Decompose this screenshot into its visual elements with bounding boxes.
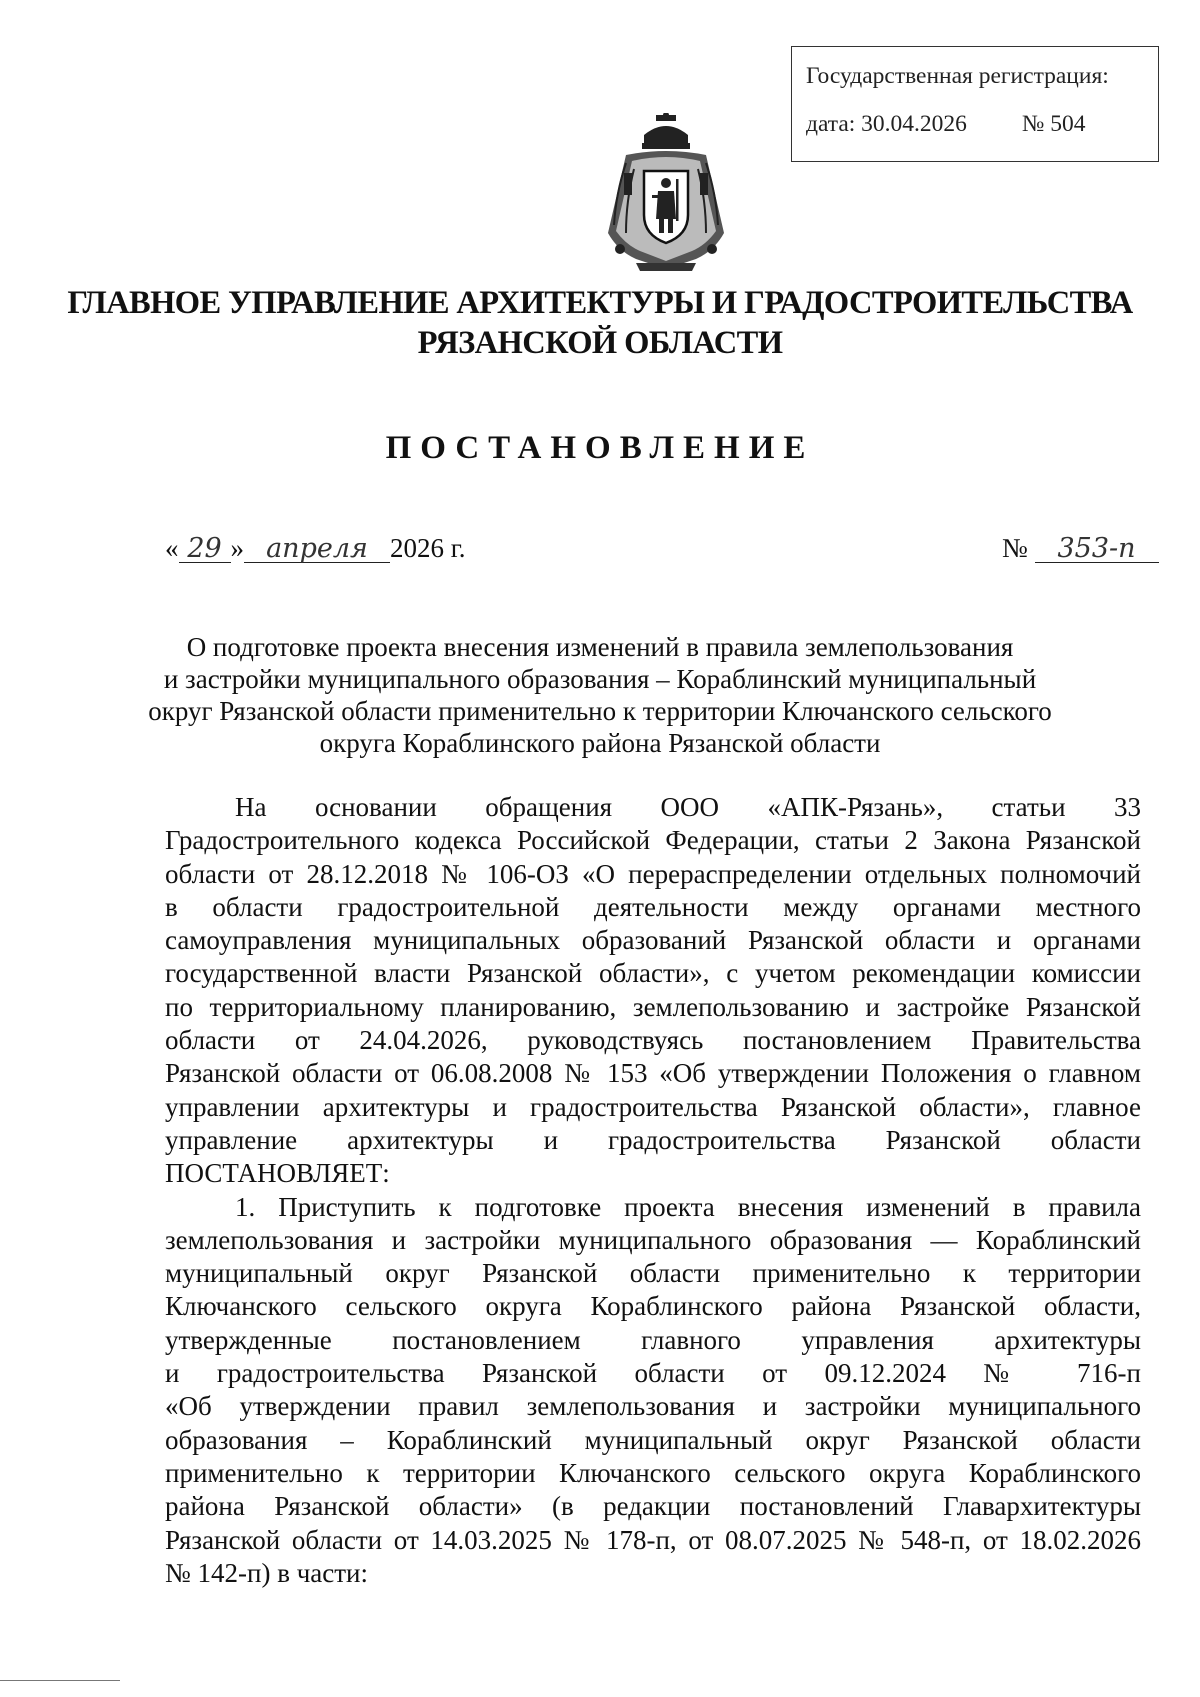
coat-of-arms-emblem [596, 113, 736, 275]
body-line: области от 28.12.2018 № 106-ОЗ «О перераспределении отдельных полномочий [165, 858, 1141, 889]
organization-name-line2: РЯЗАНСКОЙ ОБЛАСТИ [417, 325, 783, 361]
body-line: в области градостроительной деятельности между органами местного [165, 891, 1141, 922]
date-year: 2026 г. [390, 533, 466, 563]
date-quote-close: » [230, 533, 244, 563]
registration-stamp [791, 46, 1159, 162]
number-value-handwritten: 353-п [1035, 535, 1159, 563]
registration-number: № 504 [1021, 110, 1086, 137]
body-line: «Об утверждении правил землепользования и застройки муниципального [165, 1391, 1141, 1422]
body-line: Градостроительного кодекса Российской Федерации, статьи 2 Закона Рязанской [165, 825, 1141, 856]
body-line: № 142-п) в части: [165, 1557, 368, 1588]
body-line: управление архитектуры и градостроительства Рязанской области [165, 1124, 1141, 1155]
date-day-handwritten: 29 [179, 535, 231, 563]
subject-line: и застройки муниципального образования – Кораблинский муниципальный [163, 664, 1037, 694]
document-type-title: ПОСТАНОВЛЕНИЕ [385, 430, 815, 466]
document-body [165, 791, 1141, 1590]
body-line: самоуправления муниципальных образований Рязанской области и органами [165, 925, 1141, 956]
body-line-item-1: 1. Приступить к подготовке проекта внесения изменений в правила [235, 1191, 1141, 1222]
number-prefix: № [1002, 533, 1028, 563]
body-line: государственной власти Рязанской области», с учетом рекомендации комиссии [165, 958, 1141, 989]
registration-details [806, 110, 1158, 137]
body-line: утвержденные постановлением главного управления архитектуры [165, 1324, 1141, 1355]
body-line-resolves: ПОСТАНОВЛЯЕТ: [165, 1158, 390, 1189]
body-line: по территориальному планированию, землепользованию и застройке Рязанской [165, 991, 1141, 1022]
registration-heading: Государственная регистрация: [806, 63, 1109, 89]
document-number [1002, 535, 1159, 563]
document-date [165, 535, 466, 563]
body-line: управлении архитектуры и градостроительства Рязанской области», главное [165, 1091, 1141, 1122]
body-line: области от 24.04.2026, руководствуясь постановлением Правительства [165, 1025, 1141, 1056]
body-line: Ключанского сельского округа Кораблинского района Рязанской области, [165, 1291, 1141, 1322]
footer-rule [0, 1680, 120, 1681]
body-line: района Рязанской области» (в редакции постановлений Главархитектуры [165, 1491, 1141, 1522]
document-subject [0, 631, 1200, 759]
body-line: муниципальный округ Рязанской области применительно к территории [165, 1258, 1141, 1289]
subject-line: О подготовке проекта внесения изменений в правила землепользования [186, 632, 1014, 662]
subject-line: округа Кораблинского района Рязанской области [319, 728, 881, 758]
date-quote-open: « [165, 533, 179, 563]
body-line: применительно к территории Ключанского сельского округа Кораблинского [165, 1457, 1141, 1488]
body-line: землепользования и застройки муниципального образования — Кораблинский [165, 1224, 1141, 1255]
body-line: Рязанской области от 06.08.2008 № 153 «Об утверждении Положения о главном [165, 1058, 1141, 1089]
registration-date: дата: 30.04.2026 [806, 110, 967, 137]
body-line: Рязанской области от 14.03.2025 № 178-п, от 08.07.2025 № 548-п, от 18.02.2026 [165, 1524, 1141, 1555]
organization-name-line1: ГЛАВНОЕ УПРАВЛЕНИЕ АРХИТЕКТУРЫ И ГРАДОСТРОИТЕЛЬСТВА [67, 285, 1133, 321]
body-line: образования – Кораблинский муниципальный округ Рязанской области [165, 1424, 1141, 1455]
date-month-handwritten: апреля [244, 535, 390, 563]
subject-line: округ Рязанской области применительно к территории Ключанского сельского [148, 696, 1052, 726]
body-line: На основании обращения ООО «АПК-Рязань», статьи 33 [235, 792, 1141, 822]
body-line: и градостроительства Рязанской области от 09.12.2024 № 716-п [165, 1358, 1141, 1389]
